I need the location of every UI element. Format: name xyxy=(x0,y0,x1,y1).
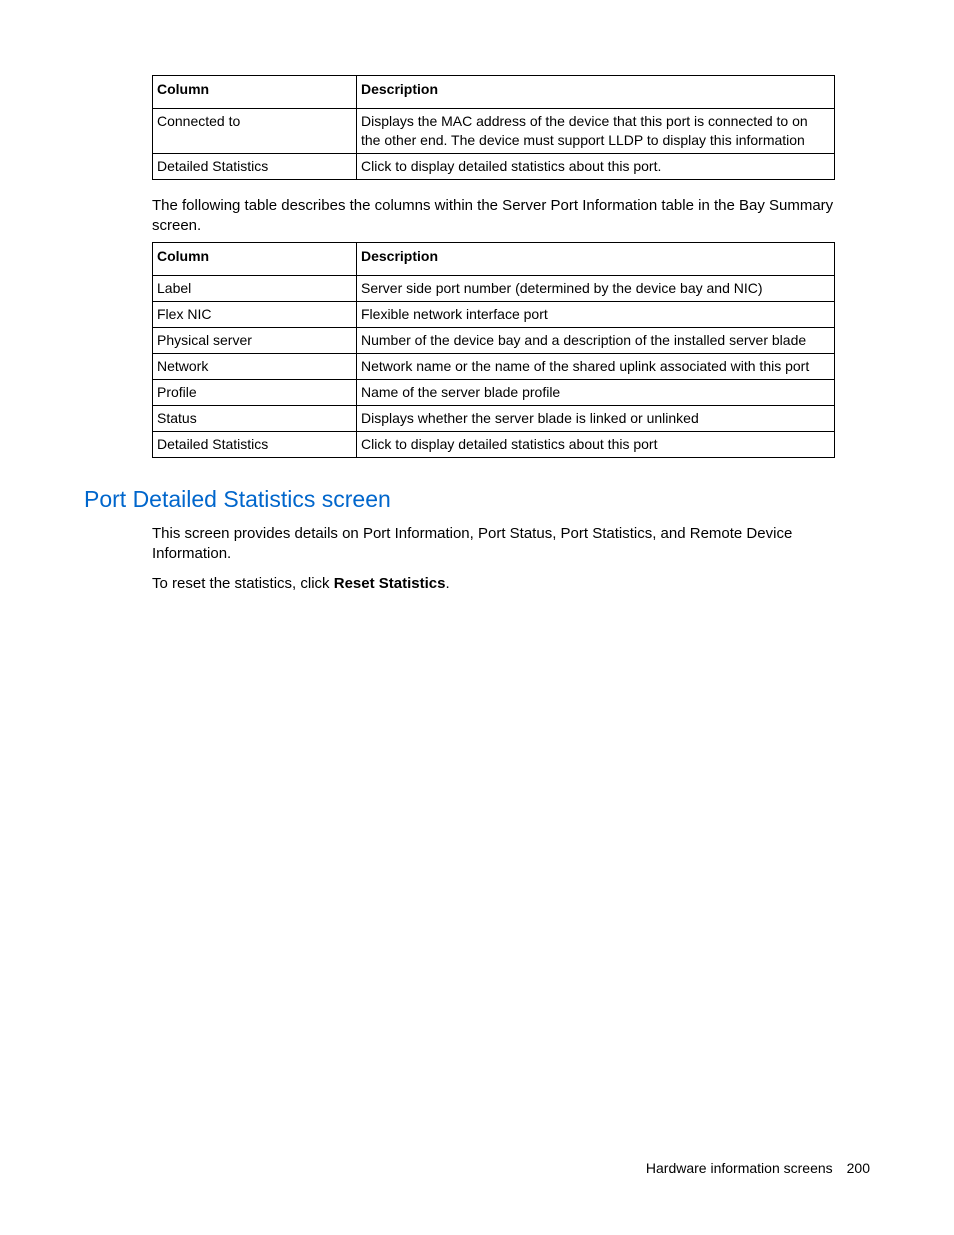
table-row xyxy=(153,432,835,458)
cell-column: Physical server xyxy=(153,328,357,354)
table-header-row xyxy=(153,76,835,109)
intro-paragraph: The following table describes the columns within the Server Port Information table in the Bay Summary screen. xyxy=(152,197,834,234)
cell-column: Flex NIC xyxy=(153,302,357,328)
cell-column: Connected to xyxy=(153,109,357,154)
cell-column: Profile xyxy=(153,380,357,406)
cell-description: Click to display detailed statistics about this port xyxy=(357,432,835,458)
cell-description: Server side port number (determined by the device bay and NIC) xyxy=(357,276,835,302)
table-row xyxy=(153,154,835,180)
description-header: Description xyxy=(357,76,835,109)
server-port-columns-table xyxy=(152,242,835,458)
table-header-row xyxy=(153,243,835,276)
cell-description: Name of the server blade profile xyxy=(357,380,835,406)
page-footer xyxy=(646,1158,870,1178)
cell-column: Label xyxy=(153,276,357,302)
description-header: Description xyxy=(357,243,835,276)
table-row xyxy=(153,354,835,380)
cell-description: Click to display detailed statistics about this port. xyxy=(357,154,835,180)
table-row xyxy=(153,406,835,432)
reset-statistics-label: Reset Statistics xyxy=(333,575,446,592)
cell-column: Detailed Statistics xyxy=(153,154,357,180)
cell-column: Status xyxy=(153,406,357,432)
section-heading: Port Detailed Statistics screen xyxy=(84,486,391,512)
reset-prefix: To reset the statistics, click xyxy=(152,575,334,592)
cell-description: Displays the MAC address of the device that this port is connected to on the other end. The device must support LLDP to display this information xyxy=(357,109,835,154)
reset-instruction xyxy=(152,574,847,594)
cell-description: Displays whether the server blade is linked or unlinked xyxy=(357,406,835,432)
cell-description: Flexible network interface port xyxy=(357,302,835,328)
cell-description: Number of the device bay and a description of the installed server blade xyxy=(357,328,835,354)
cell-column: Network xyxy=(153,354,357,380)
cell-description: Network name or the name of the shared uplink associated with this port xyxy=(357,354,835,380)
table-row xyxy=(153,380,835,406)
reset-suffix: . xyxy=(445,575,450,592)
footer-section-title: Hardware information screens xyxy=(645,1160,833,1176)
section-paragraph: This screen provides details on Port Information, Port Status, Port Statistics, and Remote Device Information. xyxy=(152,525,793,562)
table-row xyxy=(153,328,835,354)
column-header: Column xyxy=(153,76,357,109)
table-row xyxy=(153,109,835,154)
cell-column: Detailed Statistics xyxy=(153,432,357,458)
column-header: Column xyxy=(153,243,357,276)
page-number: 200 xyxy=(846,1160,870,1176)
table-row xyxy=(153,276,835,302)
table-row xyxy=(153,302,835,328)
columns-table-1 xyxy=(152,75,835,180)
